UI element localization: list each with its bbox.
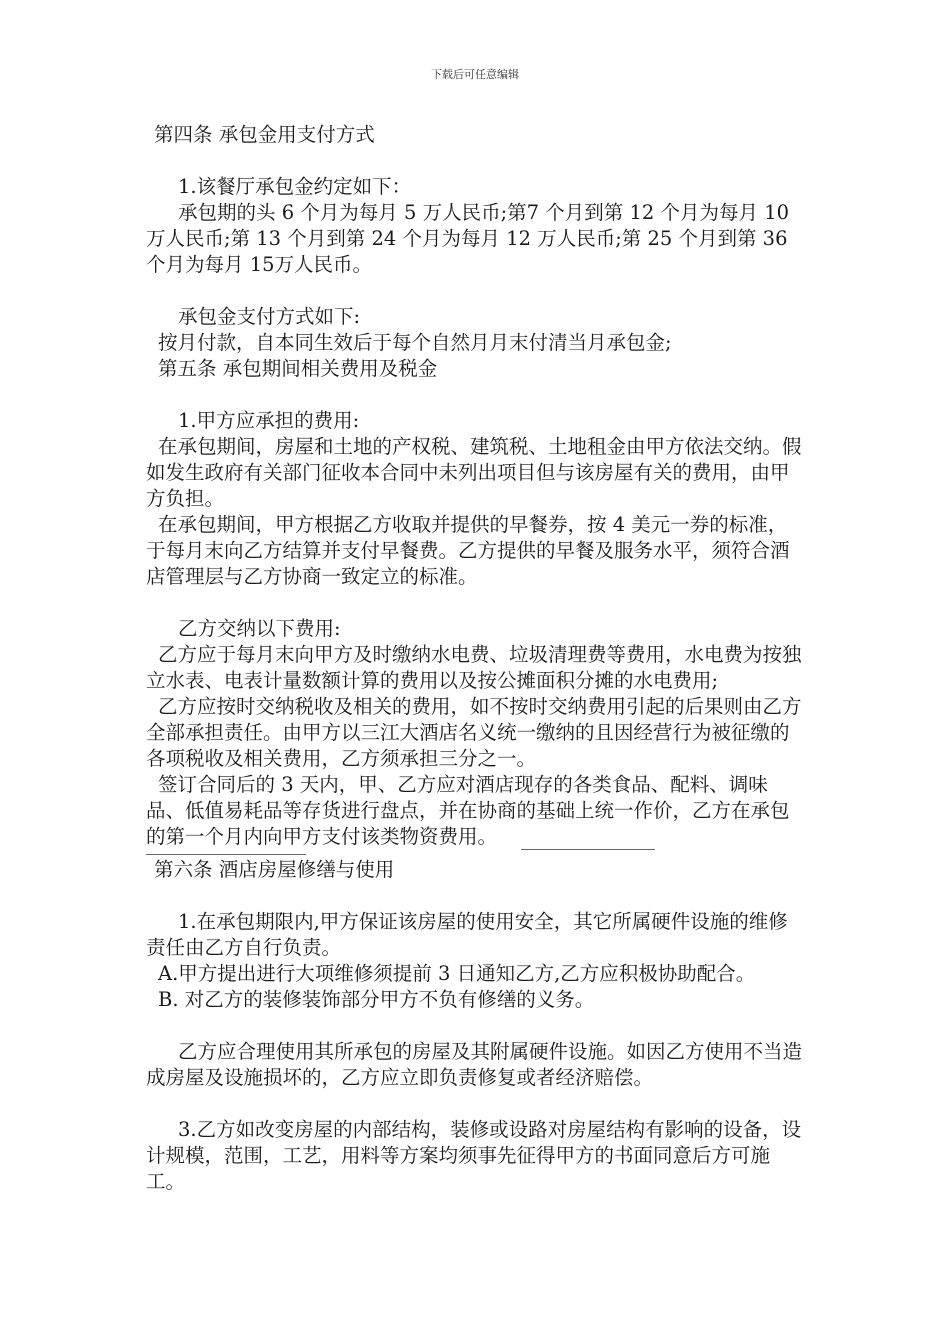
page-header: 下载后可任意编辑 [431,68,519,81]
article-5-party-b-fees-heading: 乙方交纳以下费用: [178,617,341,640]
article-4-payment-method-heading: 承包金支付方式如下: [178,305,361,328]
article-5-clause-1: 1.甲方应承担的费用: [178,409,360,432]
article-4-payment-schedule: 承包期的头 6 个月为每月 5 万人民币;第7 个月到第 12 个月为每月 10 万人民币;第 13 个月到第 24 个月为每月 12 万人民币;第 25 个月到第 36 个月为每月 15万人民币。 [146,201,790,276]
article-4-title: 第四条 承包金用支付方式 [154,123,375,146]
article-5-inventory-text: 签订合同后的 3 天内，甲、乙方应对酒店现存的各类食品、配料、调味品、低值易耗品等存货进行盘点，并在协商的基础上统一作价，乙方在承包的第一个月内向甲方支付该类物资费用。 [146,773,790,848]
article-5-party-a-taxes: 在承包期间，房屋和土地的产权税、建筑税、土地租金由甲方依法交纳。假如发生政府有关部门征收本合同中未列出项目但与该房屋有关的费用，由甲方负担。 [146,435,802,510]
article-6-clause-a: A.甲方提出进行大项维修须提前 3 日通知乙方,乙方应积极协助配合。 [158,962,756,985]
article-4-clause-1: 1.该餐厅承包金约定如下： [178,175,412,198]
article-4-payment-method: 按月付款，自本同生效后于每个自然月月末付清当月承包金; [158,331,672,354]
article-5-title: 第五条 承包期间相关费用及税金 [158,357,438,380]
article-6-clause-1: 1.在承包期限内,甲方保证该房屋的使用安全，其它所属硬件设施的维修责任由乙方自行负责。 [146,910,788,959]
article-5-inventory [146,772,806,850]
article-6-clause-2: 乙方应合理使用其所承包的房屋及其附属硬件设施。如因乙方使用不当造成房屋及设施损坏的，乙方应立即负责修复或者经济赔偿。 [146,1040,803,1089]
article-5-breakfast-fee: 在承包期间，甲方根据乙方收取并提供的早餐券，按 4 美元一券的标准，于每月末向乙方结算并支付早餐费。乙方提供的早餐及服务水平，须符合酒店管理层与乙方协商一致定立的标准。 [146,513,790,588]
document-body [146,122,806,1195]
divider-left [146,854,306,855]
article-6-title: 第六条 酒店房屋修缮与使用 [154,858,395,881]
article-6-clause-b: B. 对乙方的装修装饰部分甲方不负有修缮的义务。 [158,988,595,1011]
divider-right [521,848,655,850]
article-5-utilities: 乙方应于每月末向甲方及时缴纳水电费、垃圾清理费等费用，水电费为按独立水表、电表计量数额计算的费用以及按公摊面积分摊的水电费用; [146,643,802,692]
article-6-clause-3: 3.乙方如改变房屋的内部结构，装修或设路对房屋结构有影响的设备，设计规模，范围，工艺，用料等方案均须事先征得甲方的书面同意后方可施工。 [146,1118,802,1193]
article-5-taxes: 乙方应按时交纳税收及相关的费用，如不按时交纳费用引起的后果则由乙方全部承担责任。由甲方以三江大酒店名义统一缴纳的且因经营行为被征缴的各项税收及相关费用，乙方须承担三分之一。 [146,695,802,770]
